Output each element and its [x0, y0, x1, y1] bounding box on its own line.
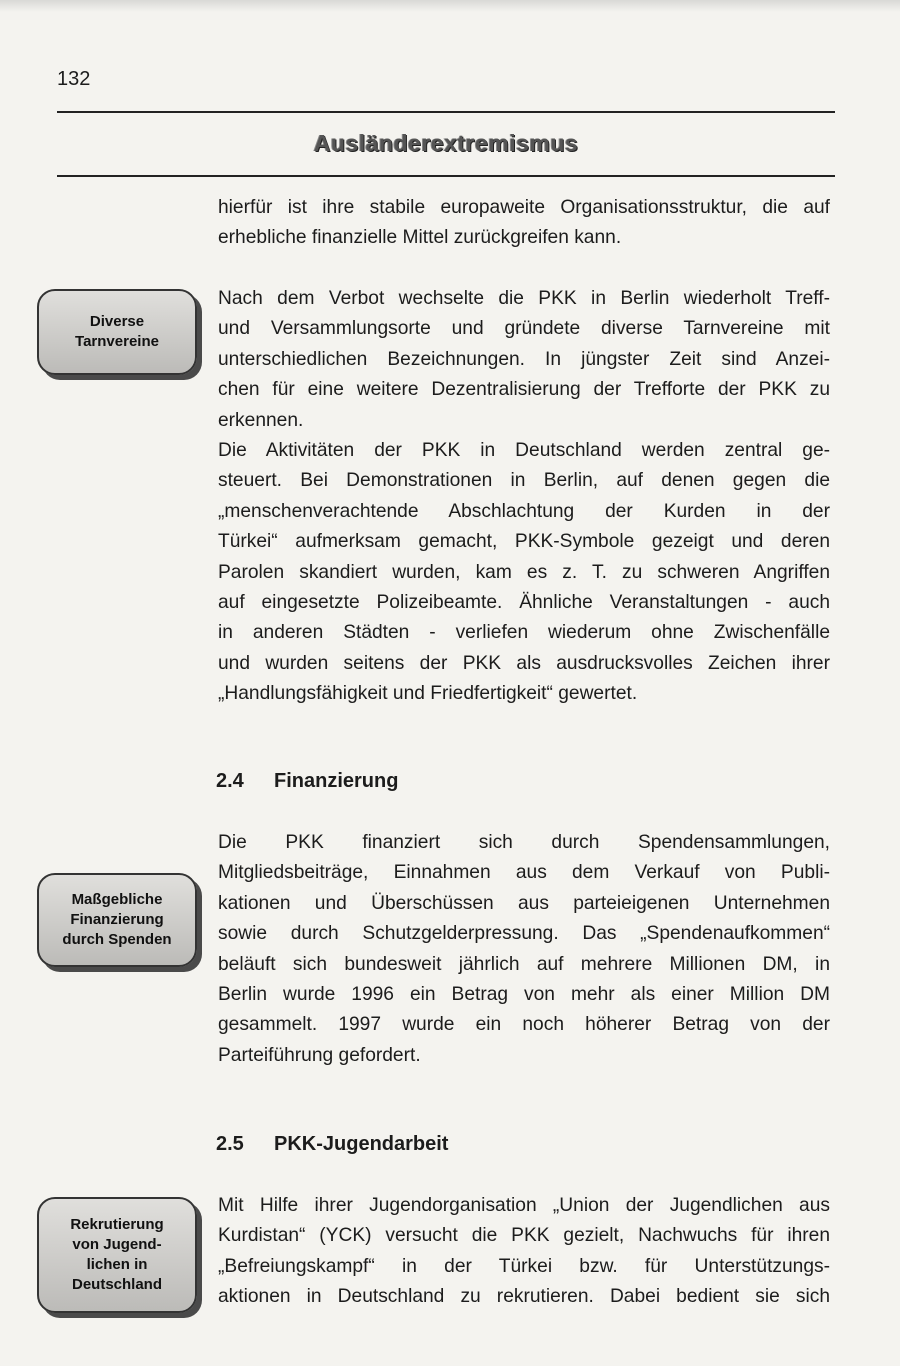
header-rule-top — [57, 111, 835, 113]
text-line: gesammelt. 1997 wurde ein noch höherer Betrag von der — [218, 1014, 830, 1036]
margin-note-tarnvereine — [37, 289, 197, 375]
section-number: 2.4 — [216, 770, 244, 792]
margin-note-line: durch Spenden — [62, 931, 172, 948]
margin-note-line: Diverse — [89, 313, 145, 330]
text-line: steuert. Bei Demonstrationen in Berlin, auf denen gegen die — [218, 470, 830, 492]
text-line: Die Aktivitäten der PKK in Deutschland werden zentral ge- — [218, 440, 830, 462]
text-line: Parteiführung gefordert. — [218, 1044, 421, 1066]
text-line: Kurdistan“ (YCK) versucht die PKK gezielt, Nachwuchs für ihren — [218, 1225, 830, 1247]
paragraph-jugendarbeit — [218, 1191, 830, 1313]
text-line: unterschiedlichen Bezeichnungen. In jüngster Zeit sind Anzei- — [218, 348, 830, 370]
text-line: beläuft sich bundesweit jährlich auf mehrere Millionen DM, in — [218, 953, 830, 975]
scan-top-edge — [0, 0, 900, 12]
text-line: auf eingesetzte Polizeibeamte. Ähnliche Veranstaltungen - auch — [218, 592, 830, 614]
text-line: „menschenverachtende Abschlachtung der Kurden in der — [218, 500, 830, 522]
text-line: Mit Hilfe ihrer Jugendorganisation „Union der Jugendlichen aus — [218, 1195, 830, 1216]
margin-note-line: Finanzierung — [70, 911, 164, 928]
paragraph-finanzierung — [218, 828, 830, 1071]
text-line: sowie durch Schutzgelderpressung. Das „Spendenaufkommen“ — [218, 923, 830, 945]
running-head: Ausländerextremismus — [313, 130, 579, 156]
page-number: 132 — [57, 68, 91, 90]
text-line: Parolen skandiert wurden, kam es z. T. zu schweren Angriffen — [218, 561, 830, 583]
section-heading-2-4 — [216, 770, 398, 793]
margin-note-line: von Jugend- — [72, 1236, 162, 1253]
section-title: PKK-Jugendarbeit — [274, 1133, 449, 1155]
text-line: hierfür ist ihre stabile europaweite Organisationsstruktur, die auf — [218, 197, 830, 218]
text-line: „Befreiungskampf“ in der Türkei bzw. für Unterstützungs- — [218, 1255, 830, 1277]
margin-note-line: Deutschland — [71, 1276, 162, 1293]
text-line: Berlin wurde 1996 ein Betrag von mehr als einer Million DM — [218, 984, 830, 1006]
header-rule-bottom — [57, 175, 835, 177]
section-heading-2-5 — [216, 1133, 448, 1156]
section-title: Finanzierung — [274, 770, 399, 792]
text-line: „Handlungsfähigkeit und Friedfertigkeit“ gewertet. — [218, 683, 638, 705]
text-line: erhebliche finanzielle Mittel zurückgreifen kann. — [218, 227, 622, 249]
text-line: und wurden seitens der PKK als ausdrucksvolles Zeichen ihrer — [218, 652, 830, 674]
margin-note-line: Maßgebliche — [71, 891, 163, 908]
paragraph-intro — [218, 193, 830, 254]
text-line: Die PKK finanziert sich durch Spendensammlungen, — [218, 832, 830, 853]
text-line: in anderen Städten - verliefen wiederum ohne Zwischenfälle — [218, 622, 830, 644]
margin-note-line: Tarnvereine — [75, 333, 159, 350]
text-line: aktionen in Deutschland zu rekrutieren. Dabei bedient sie sich — [218, 1286, 830, 1308]
section-number: 2.5 — [216, 1133, 244, 1155]
text-line: kationen und Überschüssen aus parteieigenen Unternehmen — [218, 892, 830, 914]
margin-note-line: lichen in — [86, 1256, 148, 1273]
text-line: chen für eine weitere Dezentralisierung der Trefforte der PKK zu — [218, 379, 830, 401]
margin-note-line: Rekrutierung — [70, 1216, 164, 1233]
text-line: und Versammlungsorte und gründete diverse Tarnvereine mit — [218, 318, 830, 340]
text-line: Nach dem Verbot wechselte die PKK in Berlin wiederholt Treff- — [218, 288, 830, 309]
text-line: Türkei“ aufmerksam gemacht, PKK-Symbole gezeigt und deren — [218, 531, 830, 553]
paragraph-tarnvereine — [218, 284, 830, 710]
text-line: Mitgliedsbeiträge, Einnahmen aus dem Verkauf von Publi- — [218, 862, 830, 884]
text-line: erkennen. — [218, 409, 304, 431]
margin-note-rekrutierung — [37, 1197, 197, 1313]
margin-note-finanzierung — [37, 873, 197, 967]
